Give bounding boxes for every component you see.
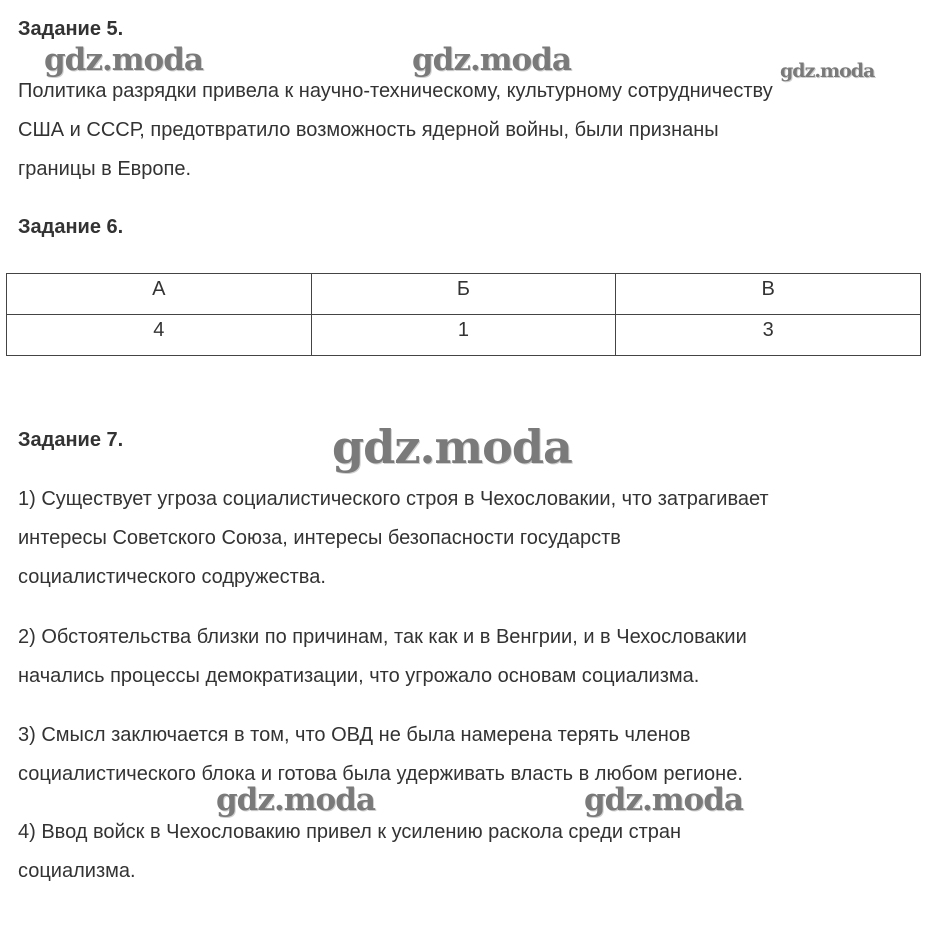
answer-line: 1) Существует угроза социалистического строя в Чехословакии, что затрагивает <box>18 488 769 510</box>
table-cell: 1 <box>311 315 616 356</box>
task5-line: США и СССР, предотвратило возможность ядерной войны, были признаны <box>18 119 719 141</box>
watermark: gdz.moda <box>412 42 571 78</box>
table-header-row <box>7 274 921 315</box>
watermark: gdz.moda <box>44 42 203 78</box>
answer-line: социализма. <box>18 860 136 882</box>
task5-answer <box>18 72 908 189</box>
task7-answer-2 <box>18 618 908 696</box>
task6-title: Задание 6. <box>18 216 124 238</box>
watermark: gdz.moda <box>216 782 375 818</box>
answer-line: 4) Ввод войск в Чехословакию привел к усилению раскола среди стран <box>18 821 682 843</box>
table-cell: 4 <box>7 315 312 356</box>
task6-answer-table <box>6 273 921 356</box>
task7-answer-1 <box>18 480 908 597</box>
answer-line: интересы Советского Союза, интересы безопасности государств <box>18 527 621 549</box>
table-header-cell: Б <box>311 274 616 315</box>
task7-title: Задание 7. <box>18 429 124 451</box>
watermark: gdz.moda <box>332 420 572 474</box>
task5-line: границы в Европе. <box>18 158 192 180</box>
answer-line: социалистического содружества. <box>18 566 326 588</box>
answer-line: 2) Обстоятельства близки по причинам, так как и в Венгрии, и в Чехословакии <box>18 626 747 648</box>
table-header-cell: В <box>616 274 921 315</box>
answer-line: социалистического блока и готова была удерживать власть в любом регионе. <box>18 763 743 785</box>
watermark: gdz.moda <box>780 60 875 82</box>
answer-line: начались процессы демократизации, что угрожало основам социализма. <box>18 665 700 687</box>
table-cell: 3 <box>616 315 921 356</box>
table-row <box>7 315 921 356</box>
watermark: gdz.moda <box>584 782 743 818</box>
task7-answer-4 <box>18 813 908 891</box>
answer-line: 3) Смысл заключается в том, что ОВД не была намерена терять членов <box>18 724 691 746</box>
table-header-cell: А <box>7 274 312 315</box>
task5-line: Политика разрядки привела к научно-техническому, культурному сотрудничеству <box>18 80 773 102</box>
task5-title: Задание 5. <box>18 18 124 40</box>
task7-answer-3 <box>18 716 908 794</box>
